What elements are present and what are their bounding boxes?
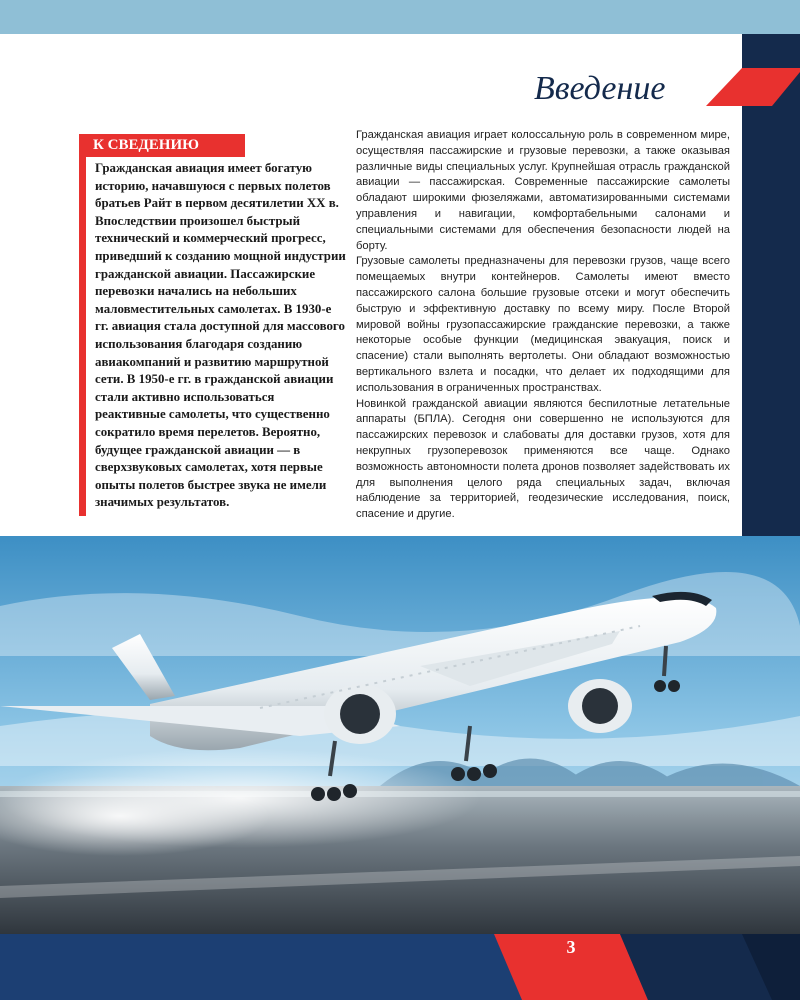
paragraph: Грузовые самолеты предназначены для перевозки грузов, чаще всего помещаемых внутри контейнеров. Самолеты имеют вместо пассажирского салона большие грузовые отсеки и могут обеспечить быструю и эффективную доставку по всему миру. После Второй мировой войны грузопассажирские гражданские перевозки, а также некоторые особые функции (медицинская эвакуация, поиск и спасение) стали выполнять вертолеты. Они обладают возможностью вертикального взлета и посадки, что делает их подходящими для использования в ограниченных пространствах.: [356, 255, 730, 394]
info-box-label: К СВЕДЕНИЮ: [79, 134, 245, 157]
paragraph: Гражданская авиация играет колоссальную роль в современном мире, осуществляя пассажирские и грузовые перевозки, а также оказывая различные виды специальных услуг. Крупнейшая отрасль гражданской авиации — пассажирская. Современные пассажирские самолеты обладают широкими фюзеляжами, автоматизированными системами управления и навигации, комфортабельными салонами и специальными системами для обеспечения безопасности людей на борту.: [356, 129, 730, 252]
page-number: 3: [566, 937, 576, 957]
info-box-text: Гражданская авиация имеет богатую историю, начавшуюся с первых полетов братьев Райт в первом десятилетии XX в. Впоследствии произошел быстрый технический и коммерческий прогресс, приведший к созданию мощной индустрии гражданской авиации. Пассажирские перевозки начались на небольших маловместительных самолетах. В 1930-е гг. авиация стала доступной для массового использования благодаря созданию авиакомпаний и развитию маршрутной сети. В 1950-е гг. в гражданской авиации стали активно использоваться реактивные самолеты, что существенно сократило время перелетов. Вероятно, будущее гражданской авиации — в сверхзвуковых самолетах, хотя первые опыты полетов быстрее звука не имели значимых результатов.: [95, 161, 346, 510]
page-title: Введение: [534, 70, 666, 107]
paragraph: Новинкой гражданской авиации являются беспилотные летательные аппараты (БПЛА). Сегодня они совершенно не используются для пассажирских перевозок и слабоваты для доставки грузов, хотя для некрупных грузоперевозок применяются все чаще. Однако возможность автономности полета дронов позволяет задействовать их для выполнения целого ряда специальных задач, включая наблюдение за территорией, геодезические исследования, поиск, спасение и другие.: [356, 397, 730, 521]
